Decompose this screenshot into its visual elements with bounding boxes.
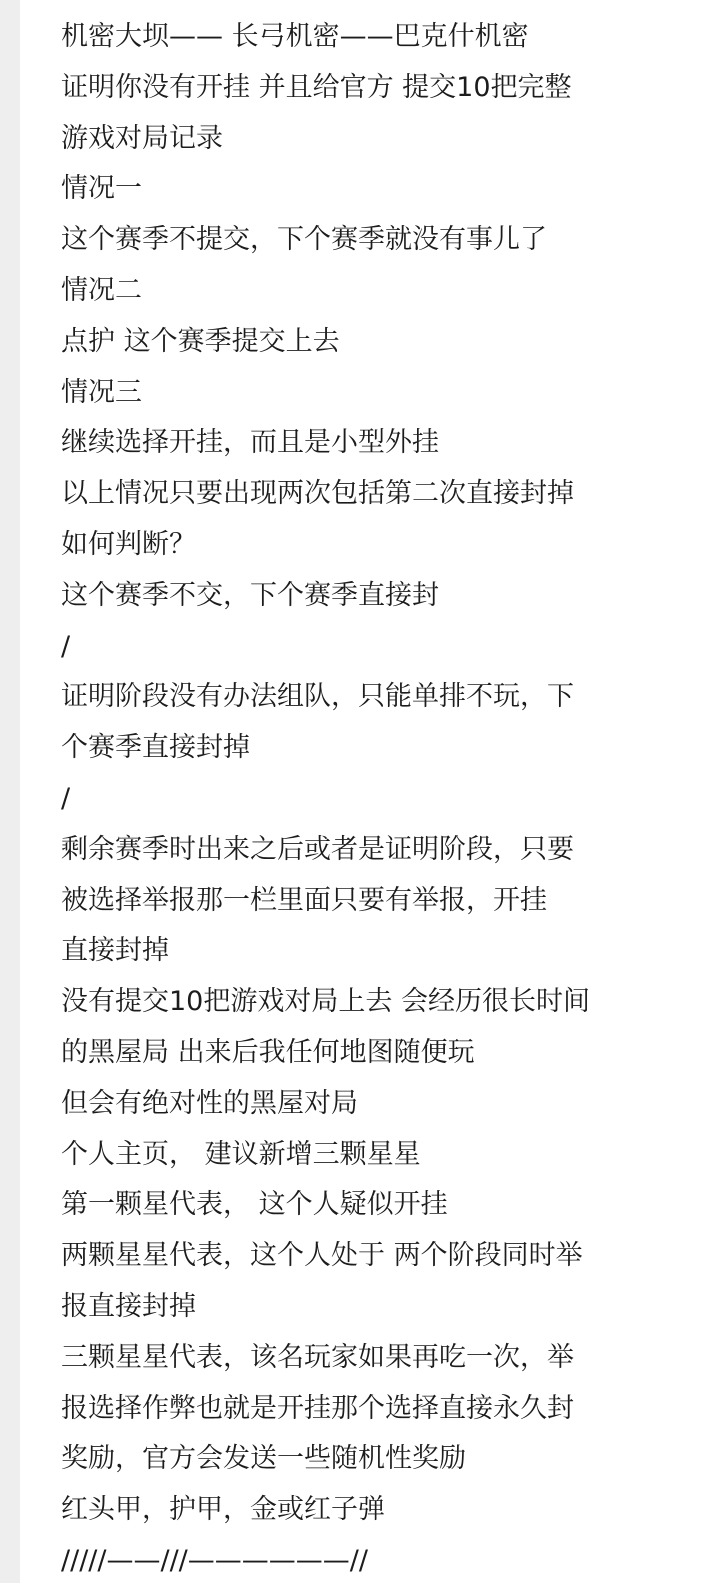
post-line: 报直接封掉: [61, 1290, 196, 1322]
post-line: 的黑屋局 出来后我任何地图随便玩: [61, 1036, 475, 1068]
post-line: 两颗星星代表，这个人处于 两个阶段同时举: [61, 1240, 583, 1272]
post-line: 这个赛季不提交，下个赛季就没有事儿了: [61, 224, 547, 256]
post-body-text: [61, 12, 701, 1587]
post-line: /: [61, 782, 71, 814]
post-line: 如何判断？: [61, 528, 196, 560]
post-line: /////——///——————//: [61, 1544, 368, 1576]
post-line: 情况一: [61, 173, 142, 205]
post-line: 机密大坝—— 长弓机密——巴克什机密: [61, 21, 529, 52]
post-line: 第一颗星代表， 这个人疑似开挂: [61, 1189, 448, 1221]
post-line: 情况二: [61, 274, 142, 306]
post-line: 证明阶段没有办法组队，只能单排不玩，下: [61, 681, 574, 713]
post-line: 剩余赛季时出来之后或者是证明阶段，只要: [61, 833, 574, 865]
post-line: 没有提交10把游戏对局上去 会经历很长时间: [61, 986, 590, 1018]
post-line: 点护 这个赛季提交上去: [61, 325, 340, 357]
post-line: 报选择作弊也就是开挂那个选择直接永久封: [61, 1392, 574, 1424]
post-line: 游戏对局记录: [61, 122, 223, 154]
post-line: 情况三: [61, 376, 142, 408]
post-line: 这个赛季不交，下个赛季直接封: [61, 579, 439, 611]
post-line: 红头甲，护甲，金或红子弹: [61, 1494, 385, 1526]
post-line: 奖励，官方会发送一些随机性奖励: [61, 1443, 466, 1475]
post-line: 个赛季直接封掉: [61, 732, 250, 764]
post-line: 以上情况只要出现两次包括第二次直接封掉: [61, 478, 574, 510]
post-line: 直接封掉: [61, 935, 169, 967]
post-line: 但会有绝对性的黑屋对局: [61, 1087, 358, 1119]
post-line: 三颗星星代表，该名玩家如果再吃一次，举: [61, 1341, 574, 1373]
post-line: 被选择举报那一栏里面只要有举报，开挂: [61, 884, 547, 916]
post-line: 个人主页， 建议新增三颗星星: [61, 1138, 421, 1170]
post-line: /: [61, 630, 71, 662]
left-gutter: [0, 0, 20, 1583]
post-line: 继续选择开挂，而且是小型外挂: [61, 427, 439, 459]
post-line: 证明你没有开挂 并且给官方 提交10把完整: [61, 71, 572, 103]
